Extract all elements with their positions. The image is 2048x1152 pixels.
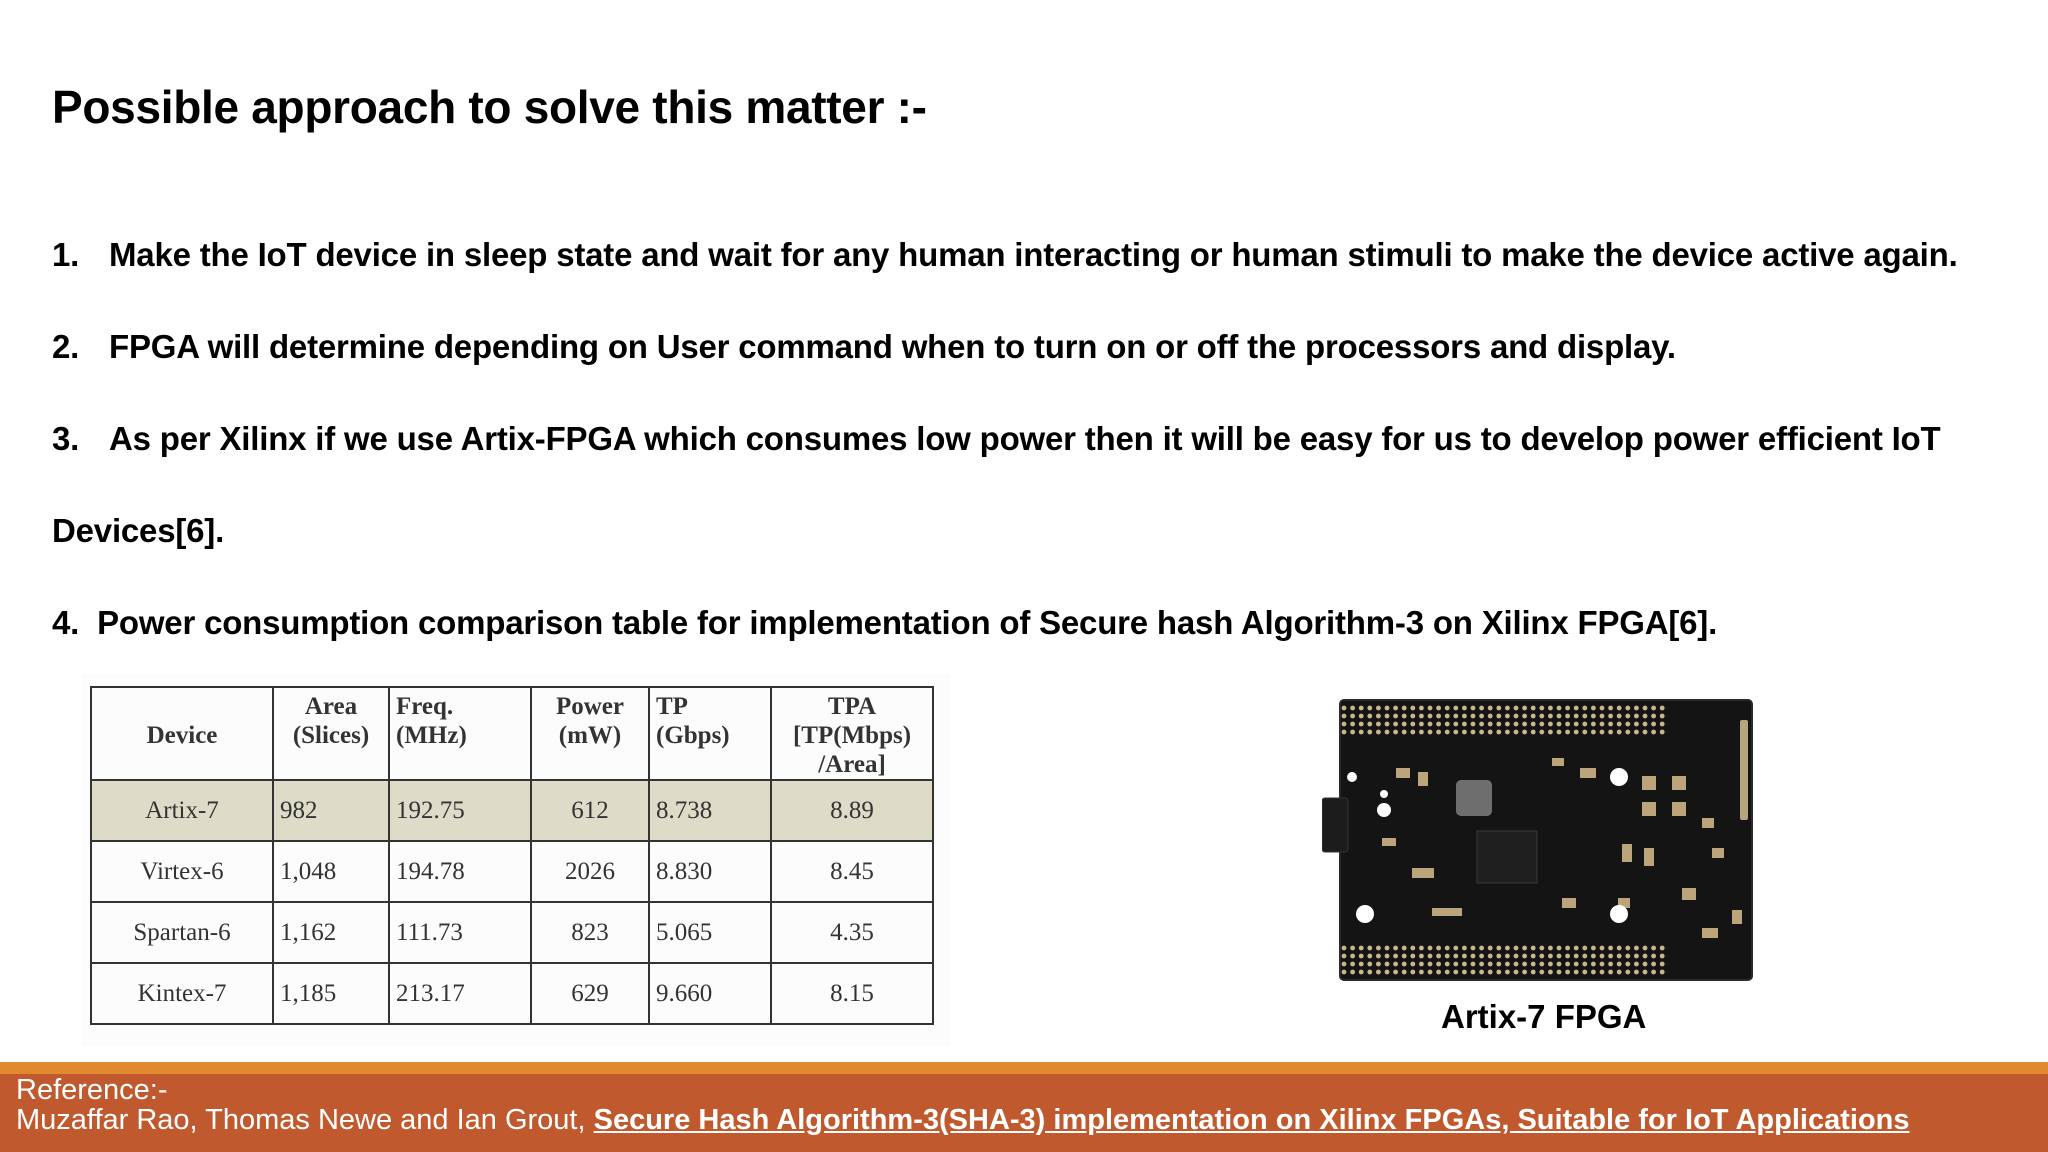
cell-tpa: 8.89 bbox=[771, 780, 933, 841]
bullet-number: 2. bbox=[52, 328, 80, 365]
bullet-text: Power consumption comparison table for implementation of Secure hash Algorithm-3 on Xilinx FPGA[6]. bbox=[97, 604, 1718, 641]
cell-power: 2026 bbox=[531, 841, 649, 902]
bullet-text: FPGA will determine depending on User command when to turn on or off the processors and display. bbox=[109, 328, 1676, 365]
bullet-number: 4. bbox=[52, 604, 80, 641]
footer-accent-stripe bbox=[0, 1062, 2048, 1074]
bullet-number: 3. bbox=[52, 420, 80, 457]
cell-freq: 111.73 bbox=[389, 902, 531, 963]
comparison-table-image bbox=[82, 674, 950, 1046]
cell-device: Spartan-6 bbox=[91, 902, 273, 963]
reference-paper-link[interactable]: Secure Hash Algorithm-3(SHA-3) implementation on Xilinx FPGAs, Suitable for IoT Applications bbox=[593, 1104, 1910, 1136]
cell-power: 629 bbox=[531, 963, 649, 1024]
table-row bbox=[91, 780, 933, 841]
header-area: Area (Slices) bbox=[273, 687, 389, 780]
bullet-point-4 bbox=[52, 604, 1717, 642]
bullet-number: 1. bbox=[52, 236, 80, 273]
power-comparison-table bbox=[90, 686, 934, 1025]
table-row bbox=[91, 902, 933, 963]
cell-freq: 192.75 bbox=[389, 780, 531, 841]
cell-power: 612 bbox=[531, 780, 649, 841]
cell-tpa: 4.35 bbox=[771, 902, 933, 963]
cell-device: Artix-7 bbox=[91, 780, 273, 841]
artix-7-board-image bbox=[1322, 698, 1754, 983]
cell-area: 982 bbox=[273, 780, 389, 841]
cell-power: 823 bbox=[531, 902, 649, 963]
cell-tp: 8.738 bbox=[649, 780, 771, 841]
bullet-point-3 bbox=[52, 420, 1940, 458]
cell-freq: 213.17 bbox=[389, 963, 531, 1024]
bullet-point-2 bbox=[52, 328, 1676, 366]
cell-freq: 194.78 bbox=[389, 841, 531, 902]
bullet-point-1 bbox=[52, 236, 1958, 274]
cell-tpa: 8.45 bbox=[771, 841, 933, 902]
slide-title: Possible approach to solve this matter :- bbox=[52, 81, 927, 133]
cell-area: 1,185 bbox=[273, 963, 389, 1024]
cell-device: Kintex-7 bbox=[91, 963, 273, 1024]
cell-tpa: 8.15 bbox=[771, 963, 933, 1024]
bullet-text: Devices[6]. bbox=[52, 512, 225, 549]
header-freq: Freq. (MHz) bbox=[389, 687, 531, 780]
image-caption: Artix-7 FPGA bbox=[1441, 998, 1647, 1035]
bullet-point-3-continuation bbox=[52, 512, 224, 550]
bullet-text: Make the IoT device in sleep state and wait for any human interacting or human stimuli to make the device active again. bbox=[109, 236, 1958, 273]
cell-tp: 8.830 bbox=[649, 841, 771, 902]
cell-area: 1,162 bbox=[273, 902, 389, 963]
cell-device: Virtex-6 bbox=[91, 841, 273, 902]
table-row bbox=[91, 963, 933, 1024]
cell-area: 1,048 bbox=[273, 841, 389, 902]
reference-authors: Muzaffar Rao, Thomas Newe and Ian Grout, bbox=[16, 1104, 594, 1136]
cell-tp: 9.660 bbox=[649, 963, 771, 1024]
table-header-row bbox=[91, 687, 933, 780]
reference-footer bbox=[0, 1074, 2048, 1152]
header-tpa: TPA [TP(Mbps) /Area] bbox=[771, 687, 933, 780]
header-power: Power (mW) bbox=[531, 687, 649, 780]
table-row bbox=[91, 841, 933, 902]
reference-label: Reference:- bbox=[16, 1074, 168, 1106]
cell-tp: 5.065 bbox=[649, 902, 771, 963]
bullet-text: As per Xilinx if we use Artix-FPGA which consumes low power then it will be easy for us to develop power efficient IoT bbox=[109, 420, 1941, 457]
header-device: Device bbox=[91, 687, 273, 780]
header-tp: TP (Gbps) bbox=[649, 687, 771, 780]
reference-citation bbox=[16, 1104, 1910, 1137]
